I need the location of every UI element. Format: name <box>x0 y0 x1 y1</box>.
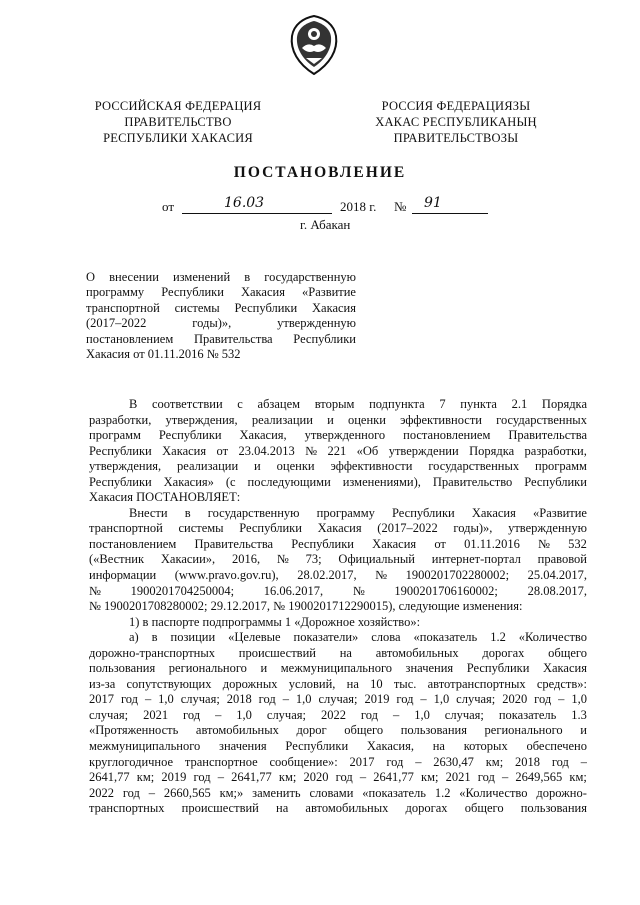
body-line: транспортной системы Республики Хакасия (2017–2022 годы)», утвержденную <box>89 521 587 536</box>
body-line: 1) в паспорте подпрограммы 1 «Дорожное хозяйство»: <box>129 614 421 629</box>
date-number-line <box>162 195 492 217</box>
body-text <box>89 397 587 817</box>
year-label: 2018 г. <box>340 199 377 214</box>
body-line: Республики Хакасия» (с последующими изменениями), Правительство Республики <box>89 474 587 489</box>
header-right-line: ПРАВИТЕЛЬСТВОЗЫ <box>393 131 519 145</box>
number-handwritten: 91 <box>424 195 442 211</box>
body-line: пользования регионального и межмуниципального значения Республики Хакасия <box>89 661 587 676</box>
subject-line: программу Республики Хакасия «Развитие <box>86 285 356 300</box>
body-line: разработки, утверждения, реализации и оценки эффективности государственных <box>89 412 587 427</box>
header-right-line: РОССИЯ ФЕДЕРАЦИЯЗЫ <box>381 99 531 113</box>
body-line: постановлением Правительства Республики Хакасия от 01.11.2016 № 532 <box>89 536 587 551</box>
body-line: 2017 год – 1,0 случая; 2018 год – 1,0 случая; 2019 год – 1,0 случая; 2020 год – 1,0 <box>89 692 587 707</box>
body-line: «Протяженность автомобильных дорог общего пользования регионального и <box>89 723 587 738</box>
body-line: программ Республики Хакасия, утвержденного постановлением Правительства <box>89 428 587 443</box>
body-line: межмуниципального значения Республики Хакасия, на которых обеспечено <box>89 739 587 754</box>
header-left-line: РЕСПУБЛИКИ ХАКАСИЯ <box>103 131 253 145</box>
header-right-khakas <box>352 98 560 146</box>
document-title: ПОСТАНОВЛЕНИЕ <box>233 164 407 181</box>
subject-block <box>86 270 356 362</box>
coat-of-arms-emblem <box>286 14 342 76</box>
date-prefix: от <box>162 199 175 214</box>
header-left-russian <box>78 98 278 146</box>
body-line: Хакасия ПОСТАНОВЛЯЕТ: <box>89 490 241 505</box>
body-line: 2641,77 км; 2019 год – 2641,77 км; 2020 год – 2641,77 км; 2021 год – 2649,565 км; <box>89 770 587 785</box>
body-line: № 1900201708280002; 29.12.2017, № 1900201712290015), следующие изменения: <box>89 599 523 614</box>
subject-line: (2017–2022 годы)», утвержденную <box>86 316 356 331</box>
body-line: В соответствии с абзацем вторым подпункта 7 пункта 2.1 Порядка <box>129 397 587 411</box>
city-label: г. Абакан <box>300 217 351 232</box>
subject-line: О внесении изменений в государственную <box>86 270 356 284</box>
subject-line: Хакасия от 01.11.2016 № 532 <box>86 347 241 362</box>
header-right-line: ХАКАС РЕСПУБЛИКАНЫҢ <box>375 115 537 129</box>
body-line: 2022 год – 2660,565 км;» заменить словами «показатель 1.2 «Количество дорожно- <box>89 785 587 800</box>
body-line: случая; 2021 год – 1,0 случая; 2022 год – 1,0 случая; показатель 1.3 <box>89 707 587 722</box>
subject-line: транспортной системы Республики Хакасия <box>86 300 356 315</box>
date-handwritten: 16.03 <box>224 195 265 211</box>
body-line: транспортных происшествий на автомобильных дорогах общего пользования <box>89 801 587 816</box>
body-line: круглогодичное транспортное сообщение»: 2017 год – 2630,47 км; 2018 год – <box>89 754 587 769</box>
header-left-line: РОССИЙСКАЯ ФЕДЕРАЦИЯ <box>94 99 262 113</box>
body-line: Республики Хакасия от 23.04.2013 № 221 «Об утверждении Порядка разработки, <box>89 443 587 458</box>
subject-line: постановлением Правительства Республики <box>86 331 356 346</box>
header-left-line: ПРАВИТЕЛЬСТВО <box>124 115 232 129</box>
body-line: из-за сопутствующих дорожных условий, на 10 тыс. автотранспортных средств»: <box>89 676 587 691</box>
body-line: а) в позиции «Целевые показатели» слова «показатель 1.2 «Количество <box>129 630 587 645</box>
body-line: дорожно-транспортных происшествий на автомобильных дорогах общего <box>89 645 587 660</box>
number-sign: № <box>394 199 407 214</box>
body-line: № 1900201704250004; 16.06.2017, № 1900201706160002; 28.08.2017, <box>89 583 587 598</box>
body-line: Внести в государственную программу Республики Хакасия «Развитие <box>129 505 587 520</box>
body-line: информации (www.pravo.gov.ru), 28.02.2017, № 1900201702280002; 25.04.2017, <box>89 568 587 583</box>
body-line: утверждения, реализации и оценки эффективности государственных программ <box>89 459 587 474</box>
body-line: («Вестник Хакасии», 2016, № 73; Официальный интернет-портал правовой <box>89 552 587 567</box>
